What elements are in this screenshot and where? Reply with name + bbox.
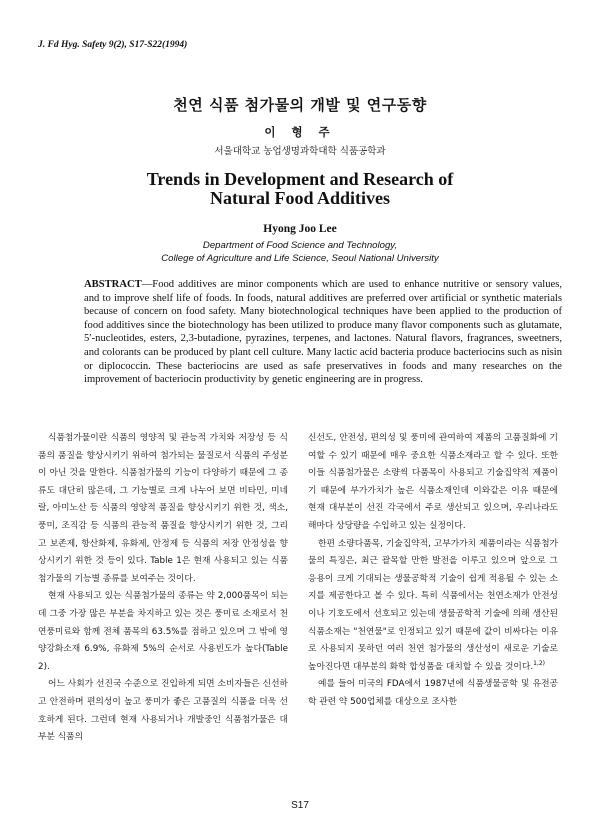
abstract-text: —Food additives are minor components which are used to enhance nutritive or sensory values, and to improve shelf life of foods. In foods, natural additives are preferred over artificial or synthetic materials because of concern on food safety. Many biotechnological techniques have been applied to the production of food additives since the biotechnology has been utilized to produce many flavor components such as glutamate, 5′-nucleotides, esters, 2,3-butadione, pyrazines, terpenes, and lactones. Natural flavors, fragrances, sweetners, and colorants can be produced by plant cell culture. Many lactic acid bacteria produce bacteriocins such as nisin or diplococcin. These bacteriocins are used as safe preservatives in foods and many researches on the improvement of bacteriocin productivity by genetic engineering are in progress. [84, 279, 562, 386]
body-paragraph-text: 한편 소량다품목, 기술집약적, 고부가가치 제품이라는 식품첨가물의 특징은, 최근 괄목할 만한 발전을 이루고 있으며 앞으로 그 응용이 크게 기대되는 생물공학적 기술이 쉽게 적용될 수 있는 소지를 제공한다고 볼 수 있다. 특히 식품에서는 천연소재가 안전성이나 기호도에서 선호되고 있는데 생물공학적 기술에 의해 생산된 식품소재는 "천연물"로 인정되고 있기 때문에 값이 비싸다는 이유로 사용되지 못하던 여러 천연 첨가물의 생산성이 새로운 기술로 높아진다면 대부분의 화학 합성품을 대치할 수 있을 것이다. [308, 538, 558, 672]
body-paragraph [308, 536, 558, 677]
english-title-line2: Natural Food Additives [209, 188, 391, 208]
english-affiliation [0, 239, 600, 265]
body-paragraph: 현재 사용되고 있는 식품첨가물의 종류는 약 2,000품목이 되는데 그중 가장 많은 부분을 차지하고 있는 것은 풍미료 소재로서 천연풍미료와 함께 전체 품목의 63.5%를 점하고 있으며 그 밖에 영양강화소재 6.9%, 유화제 5%의 순서로 사용빈도가 높다(Table 2). [38, 591, 288, 672]
abstract-label: ABSTRACT [84, 279, 142, 290]
body-paragraph: 어느 사회가 선진국 수준으로 진입하게 되면 소비자들은 신선하고 안전하며 편의성이 높고 풍미가 좋은 고품질의 식품을 더욱 선호하게 된다. 그런데 현재 사용되거나 개발중인 식품첨가물은 대부분 식품의 [38, 679, 288, 743]
english-affiliation-line2: College of Agriculture and Life Science, Seoul National University [161, 253, 439, 264]
korean-author: 이 형 주 [264, 125, 336, 139]
english-title-line1: Trends in Development and Research of [146, 169, 454, 189]
reference-marker: 1,2) [533, 659, 546, 667]
body-paragraph: 예를 들어 미국의 FDA에서 1987년에 식품생물공학 및 유전공학 관련 약 500업체를 대상으로 조사한 [308, 679, 558, 707]
english-title [0, 170, 600, 208]
abstract [84, 278, 562, 387]
korean-title: 천연 식품 첨가물의 개발 및 연구동향 [173, 96, 427, 114]
body-column-left [38, 430, 288, 747]
english-affiliation-line1: Department of Food Science and Technology, [202, 240, 398, 251]
journal-citation: J. Fd Hyg. Safety 9(2), S17-S22(1994) [38, 40, 188, 50]
korean-affiliation: 서울대학교 농업생명과학대학 식품공학과 [214, 146, 386, 157]
body-paragraph: 식품첨가물이란 식품의 영양적 및 관능적 가치와 저장성 등 식품의 품질을 향상시키기 위하여 첨가되는 물질로서 식품의 주성분이 아닌 것을 말한다. 식품첨가물의 기능이 다양하기 때문에 그 종류도 대단히 많은데, 그 기능별로 크게 나누어 보면 비타민, 미네랄, 아미노산 등 식품의 영양적 품질을 향상시키기 위한 것, 색소, 풍미, 조직감 등 식품의 관능적 품질을 향상시키기 위한 것, 그리고 보존제, 항산화제, 유화제, 안정제 등 식품의 저장 안정성을 향상시키기 위한 것 등이 있다. Table 1은 현재 사용되고 있는 식품첨가물의 기능별 종류를 보여주는 것이다. [38, 433, 288, 584]
body-column-right [308, 430, 558, 712]
english-author: Hyong Joo Lee [263, 223, 337, 235]
body-paragraph: 신선도, 안전성, 편의성 및 풍미에 관여하여 제품의 고품질화에 기여할 수 있기 때문에 매우 중요한 식품소재라고 할 수 있다. 또한 이들 식품첨가물은 소량씩 다품목이 사용되고 기술집약적 제품이기 때문에 부가가치가 높은 식품소재인데 이와같은 이유 때문에 현재 대부분이 선진 각국에서 주로 생산되고 있으며, 우리나라도 해마다 상당량을 수입하고 있는 실정이다. [308, 433, 558, 531]
page-number: S17 [291, 800, 309, 811]
